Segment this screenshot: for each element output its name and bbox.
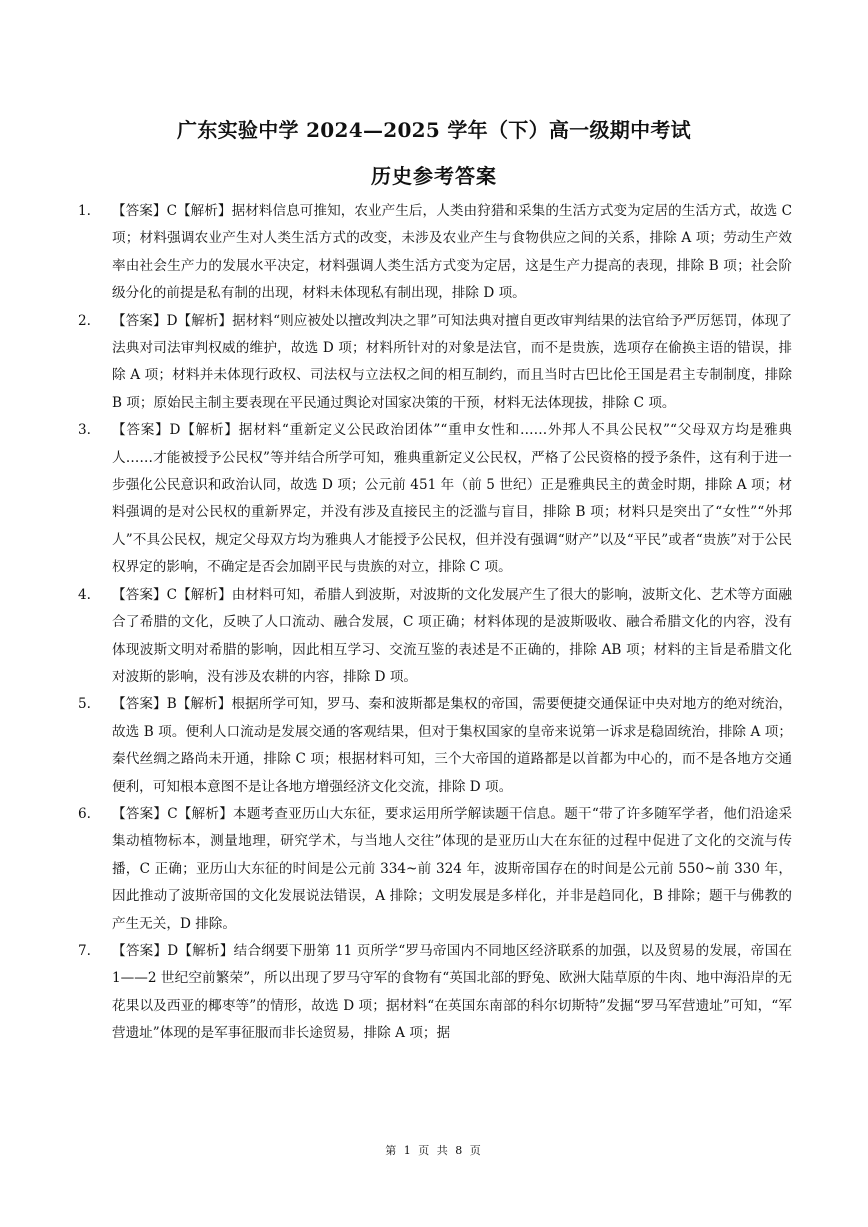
answer-number: 1.: [78, 203, 91, 219]
answer-text: 【答案】C【解析】据材料信息可推知，农业产生后，人类由狩猎和采集的生活方式变为定居的生活方式，故选 C 项；材料强调农业产生对人类生活方式的改变，未涉及农业产生与食物供应之间的关系，排除 A 项；劳动生产效率由社会生产力的发展水平决定，材料强调人类生活方式变为定居，这是生产力提高的表现，排除 B 项；社会阶级分化的前提是私有制的出现，材料未体现私有制出现，排除 D 项。: [112, 203, 792, 302]
answer-item-2: [72, 308, 792, 418]
answer-number: 6.: [78, 805, 91, 822]
answer-text: 【答案】D【解析】据材料“则应被处以擅改判决之罪”可知法典对擅自更改审判结果的法官给予严厉惩罚，体现了法典对司法审判权威的维护，故选 D 项；材料所针对的对象是法官，而不是贵族，选项存在偷换主语的错误，排除 A 项；材料并未体现行政权、司法权与立法权之间的相互制约，而且当时古巴比伦王国是君主专制制度，排除 B 项；原始民主制主要表现在平民通过舆论对国家决策的干预，材料无法体现拔，排除 C 项。: [112, 312, 792, 411]
answer-list: [72, 198, 792, 1048]
answer-item-6: [72, 801, 792, 938]
answer-text: 【答案】D【解析】据材料“重新定义公民政治团体”“重申女性和……外邦人不具公民权”“父母双方均是雅典人……才能被授予公民权”等并结合所学可知，雅典重新定义公民权，严格了公民资格的授予条件，这有利于进一步强化公民意识和政治认同，故选 D 项；公元前 451 年（前 5 世纪）正是雅典民主的黄金时期，排除 A 项；材料强调的是对公民权的重新界定，并没有涉及直接民主的泛滥与盲目，排除 B 项；材料只是突出了“女性”“外邦人”不具公民权，规定父母双方均为雅典人才能授予公民权，但并没有强调“财产”以及“平民”或者“贵族”对于公民权界定的影响，不确定是否会加剧平民与贵族的对立，排除 C 项。: [112, 422, 792, 576]
answer-number: 7.: [78, 942, 91, 959]
answer-item-4: [72, 582, 792, 692]
answer-number: 3.: [78, 422, 91, 439]
answer-text: 【答案】C【解析】本题考查亚历山大东征，要求运用所学解读题干信息。题干“带了许多随军学者，他们沿途采集动植物标本，测量地理，研究学术，与当地人交往”体现的是亚历山大在东征的过程中促进了文化的交流与传播，C 正确；亚历山大东征的时间是公元前 334~前 324 年，波斯帝国存在的时间是公元前 550~前 330 年，因此推动了波斯帝国的文化发展说法错误，A 排除；文明发展是多样化，并非是趋同化，B 排除；题干与佛教的产生无关，D 排除。: [112, 805, 792, 932]
answer-text: 【答案】B【解析】根据所学可知，罗马、秦和波斯都是集权的帝国，需要便捷交通保证中央对地方的绝对统治，故选 B 项。便利人口流动是发展交通的客观结果，但对于集权国家的皇帝来说第一诉求是稳固统治，排除 A 项；秦代丝绸之路尚未开通，排除 C 项；根据材料可知，三个大帝国的道路都是以首都为中心的，而不是各地方交通便利，可知根本意图不是让各地方增强经济文化交流，排除 D 项。: [112, 696, 792, 795]
page-subtitle: 历史参考答案: [371, 164, 497, 188]
answer-number: 4.: [78, 586, 91, 603]
answer-number: 5.: [78, 696, 91, 713]
page-footer: 第 1 页 共 8 页: [385, 1144, 483, 1157]
answer-item-5: [72, 691, 792, 801]
answer-item-3: [72, 417, 792, 581]
answer-item-1: [72, 198, 792, 308]
answer-number: 2.: [78, 312, 91, 329]
page-title: 广东实验中学 2024—2025 学年（下）高一级期中考试: [177, 118, 691, 142]
answer-text: 【答案】D【解析】结合纲要下册第 11 页所学“罗马帝国内不同地区经济联系的加强，以及贸易的发展，帝国在 1——2 世纪空前繁荣”，所以出现了罗马守军的食物有“英国北部的野兔、欧洲大陆草原的牛肉、地中海沿岸的无花果以及西亚的椰枣等”的情形，故选 D 项；据材料“在英国东南部的科尔切斯特”发掘“罗马军营遗址”可知，“军营遗址”体现的是军事征服而非长途贸易，排除 A 项；据: [112, 942, 792, 1042]
answer-item-7: [72, 938, 792, 1048]
answer-text: 【答案】C【解析】由材料可知，希腊人到波斯，对波斯的文化发展产生了很大的影响，波斯文化、艺术等方面融合了希腊的文化，反映了人口流动、融合发展，C 项正确；材料体现的是波斯吸收、融合希腊文化的内容，没有体现波斯文明对希腊的影响，因此相互学习、交流互鉴的表述是不正确的，排除 AB 项；材料的主旨是希腊文化对波斯的影响，没有涉及农耕的内容，排除 D 项。: [112, 586, 792, 685]
